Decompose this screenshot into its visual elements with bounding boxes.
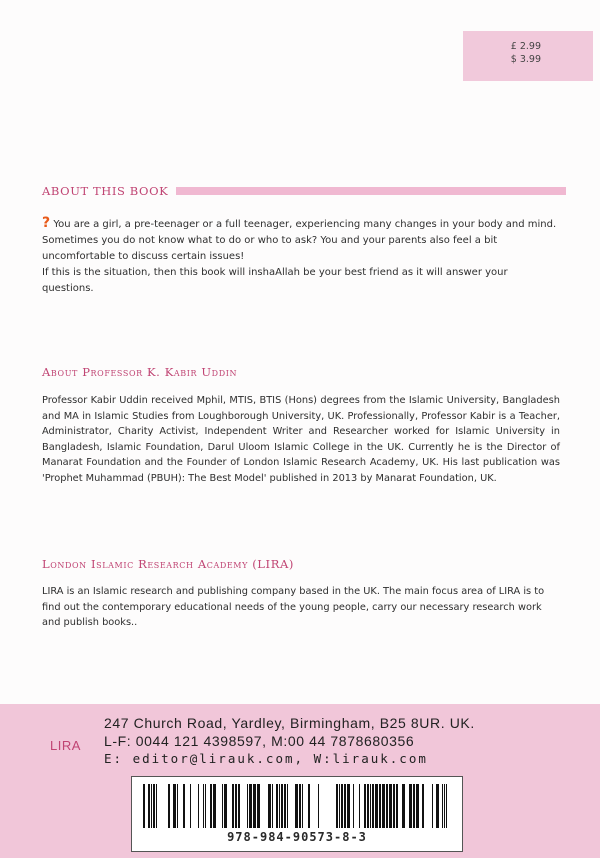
about-book-paragraph1: You are a girl, a pre-teenager or a full teenager, experiencing many changes in your body and mind. Sometimes you do not know what to do or who to ask? You and your parents also feel a bit uncomfortable to discuss certain issues! <box>42 219 557 262</box>
about-author-heading-row <box>42 365 237 379</box>
phone-line: L-F: 0044 121 4398597, M:00 44 7878680356 <box>104 733 415 749</box>
price-box <box>463 31 593 81</box>
question-mark-icon: ? <box>42 215 51 231</box>
isbn-barcode <box>131 776 463 852</box>
contact-block <box>104 714 475 768</box>
heading-bar <box>176 187 566 195</box>
about-lira-heading-row <box>42 557 294 571</box>
price-usd: $ 3.99 <box>510 54 541 65</box>
about-author-heading: About Professor K. Kabir Uddin <box>42 365 238 379</box>
about-author-text <box>42 393 560 486</box>
barcode-bars <box>143 784 451 828</box>
about-book-heading-row <box>42 184 566 198</box>
about-book-paragraph2: If this is the situation, then this book will inshaAllah be your best friend as it will answer your questions. <box>42 267 508 294</box>
price-gbp: £ 2.99 <box>510 41 541 52</box>
price-list <box>511 40 541 66</box>
about-book-heading: ABOUT THIS BOOK <box>42 184 169 198</box>
about-author-paragraph: Professor Kabir Uddin received Mphil, MTIS, BTIS (Hons) degrees from the Islamic University, Bangladesh and MA in Islamic Studies from Loughborough University, UK. Professionally, Professor Kabir is a Teacher, Administrator, Charity Activist, Independent Writer and Researcher worked for Islamic University in Bangladesh, Islamic Foundation, Darul Uloom Islamic College in the UK. Currently he is the Director of Manarat Foundation and the Founder of London Islamic Research Academy, UK. His last publication was 'Prophet Muhammad (PBUH): The Best Model' published in 2013 by Manarat Foundation, UK. <box>42 395 560 484</box>
isbn-number: 978-984-90573-8-3 <box>227 830 367 844</box>
about-lira-paragraph: LIRA is an Islamic research and publishing company based in the UK. The main focus area of LIRA is to find out the contemporary educational needs of the young people, carry our necessary research work and publish books.. <box>42 586 545 628</box>
email-web-line: E: editor@lirauk.com, W:lirauk.com <box>104 751 428 766</box>
about-lira-text <box>42 584 560 631</box>
postal-address: 247 Church Road, Yardley, Birmingham, B25 8UR. UK. <box>104 715 475 731</box>
about-book-text <box>42 215 560 297</box>
about-lira-heading: London Islamic Research Academy (LIRA) <box>42 557 294 571</box>
lira-brand: LIRA <box>50 738 81 753</box>
